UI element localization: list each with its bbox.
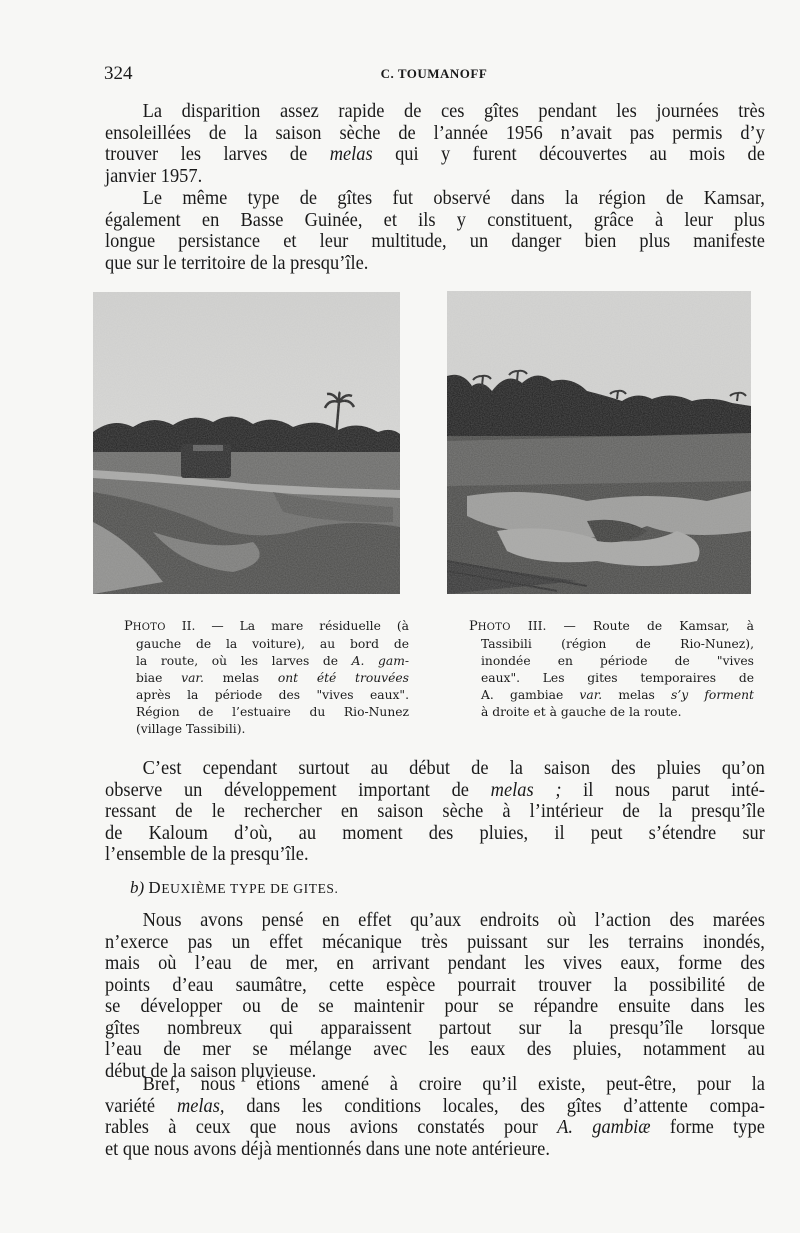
italic-term: var.: [563, 688, 619, 702]
text-segment: rables à ceux que nous avions constatés pour: [105, 1117, 558, 1138]
text-segment: après la période des "vives eaux".: [136, 688, 409, 702]
italic-term: A. gambiæ: [557, 1117, 651, 1138]
caption-label: PHOTO II.: [124, 619, 196, 634]
text-segment: Tassibili (région de Rio-Nunez),: [481, 637, 754, 651]
text-line: [105, 1096, 765, 1118]
text-segment: Région de l’estuaire du Rio-Nunez: [136, 705, 409, 719]
text-segment: (village Tassibili).: [136, 722, 246, 736]
text-line: que sur le territoire de la presqu’île.: [105, 252, 369, 274]
section-marker: b): [130, 878, 145, 897]
text-segment: — Route de Kamsar, à: [546, 619, 754, 633]
text-line: début de la saison pluvieuse.: [105, 1060, 317, 1082]
text-line: et que nous avons déjà mentionnés dans une note antérieure.: [105, 1138, 550, 1160]
text-segment: qui y furent découvertes au mois de: [372, 144, 765, 165]
text-line: [105, 144, 765, 166]
text-segment: la route, où les larves de: [136, 654, 352, 668]
text-line: gîtes nombreux qui apparaissent partout sur la presqu’île lorsque: [105, 1017, 765, 1039]
text-segment: biae: [136, 671, 163, 685]
running-head-author: C. TOUMANOFF: [380, 66, 488, 81]
text-line: l’ensemble de la presqu’île.: [105, 844, 309, 865]
text-line: de Kaloum d’où, au moment des pluies, il peut s’étendre sur: [105, 822, 765, 844]
text-line: Le même type de gîtes fut observé dans la région de Kamsar,: [142, 188, 765, 209]
text-segment: dans les conditions locales, des gîtes d’attente compa-: [224, 1095, 765, 1117]
italic-term: var.: [162, 671, 223, 685]
caption-line: [124, 618, 409, 636]
section-title: DEUXIÈME TYPE DE GITES.: [148, 878, 339, 897]
caption-line: [469, 636, 754, 653]
text-segment: il nous parut inté-: [561, 779, 765, 801]
text-segment: trouver les larves de: [105, 144, 330, 165]
text-segment: A. gambiae: [481, 688, 564, 702]
text-line: n’exerce pas un effet mécanique très puissant sur les terrains inondés,: [105, 931, 765, 953]
caption-line: [124, 670, 409, 687]
photo-2-caption: [124, 618, 409, 738]
caption-line: [124, 721, 409, 738]
text-segment: melas: [222, 671, 260, 685]
caption-line: [124, 653, 409, 670]
text-segment: variété: [105, 1095, 177, 1117]
text-segment: inondée en période de "vives: [481, 654, 754, 668]
caption-line: [469, 704, 754, 721]
text-line: ressant de le rechercher en saison sèche à l’intérieur de la presqu’île: [105, 801, 765, 822]
text-segment: eaux". Les gites temporaires de: [481, 671, 754, 685]
paragraph-4: [105, 910, 765, 1082]
text-segment: observe un développement important de: [105, 779, 491, 801]
text-segment: gauche de la voiture), au bord de: [136, 637, 409, 651]
text-line: se développer ou de se maintenir pour se répandre ensuite dans les: [105, 996, 765, 1017]
italic-term: s’y forment: [654, 688, 754, 702]
caption-line: [124, 687, 409, 704]
text-line: La disparition assez rapide de ces gîtes pendant les journées très: [142, 101, 765, 122]
text-line: [105, 1117, 765, 1139]
caption-line: [469, 670, 754, 687]
text-line: ensoleillées de la saison sèche de l’année 1956 n’avait pas permis d’y: [105, 122, 765, 144]
text-line: points d’eau saumâtre, cette espèce pourrait trouver la possibilité de: [105, 974, 765, 996]
text-line: l’eau de mer se mélange avec les eaux des pluies, notamment au: [105, 1039, 765, 1060]
photo-3-caption: [469, 618, 754, 721]
italic-term: melas ;: [490, 779, 562, 801]
caption-line: [124, 704, 409, 721]
page-number: 324: [104, 63, 133, 84]
text-segment: forme type: [650, 1117, 765, 1138]
section-heading: [130, 878, 339, 898]
photo-2-marsh-with-car: [93, 292, 400, 594]
italic-term: A. gam-: [351, 654, 410, 668]
caption-label: PHOTO III.: [469, 619, 547, 634]
paragraph-1: [105, 101, 765, 187]
caption-line: [469, 653, 754, 670]
text-line: [105, 780, 765, 802]
page-header: [104, 63, 764, 87]
text-line: longue persistance et leur multitude, un danger bien plus manifeste: [105, 231, 765, 252]
text-line: Bref, nous étions amené à croire qu’il existe, peut-être, pour la: [142, 1074, 765, 1095]
caption-line: [124, 636, 409, 653]
italic-term: melas,: [176, 1095, 225, 1117]
text-segment: — La mare résiduelle (à: [195, 619, 409, 633]
paragraph-3: [105, 758, 765, 866]
text-line: mais où l’eau de mer, en arrivant pendant les vives eaux, forme des: [105, 953, 765, 974]
text-line: janvier 1957.: [105, 165, 203, 187]
text-segment: à droite et à gauche de la route.: [481, 705, 682, 719]
text-line: C’est cependant surtout au début de la saison des pluies qu’on: [142, 758, 765, 779]
paragraph-5: [105, 1074, 765, 1160]
photo-3-flooded-road: [447, 291, 751, 594]
text-line: Nous avons pensé en effet qu’aux endroits où l’action des marées: [142, 910, 765, 931]
paragraph-2: [105, 188, 765, 274]
italic-term: ont été trouvées: [259, 671, 409, 685]
text-segment: melas: [618, 688, 655, 702]
text-line: également en Basse Guinée, et ils y constituent, grâce à leur plus: [105, 209, 765, 231]
caption-line: [469, 687, 754, 704]
caption-line: [469, 618, 754, 636]
italic-term: melas: [329, 144, 373, 165]
